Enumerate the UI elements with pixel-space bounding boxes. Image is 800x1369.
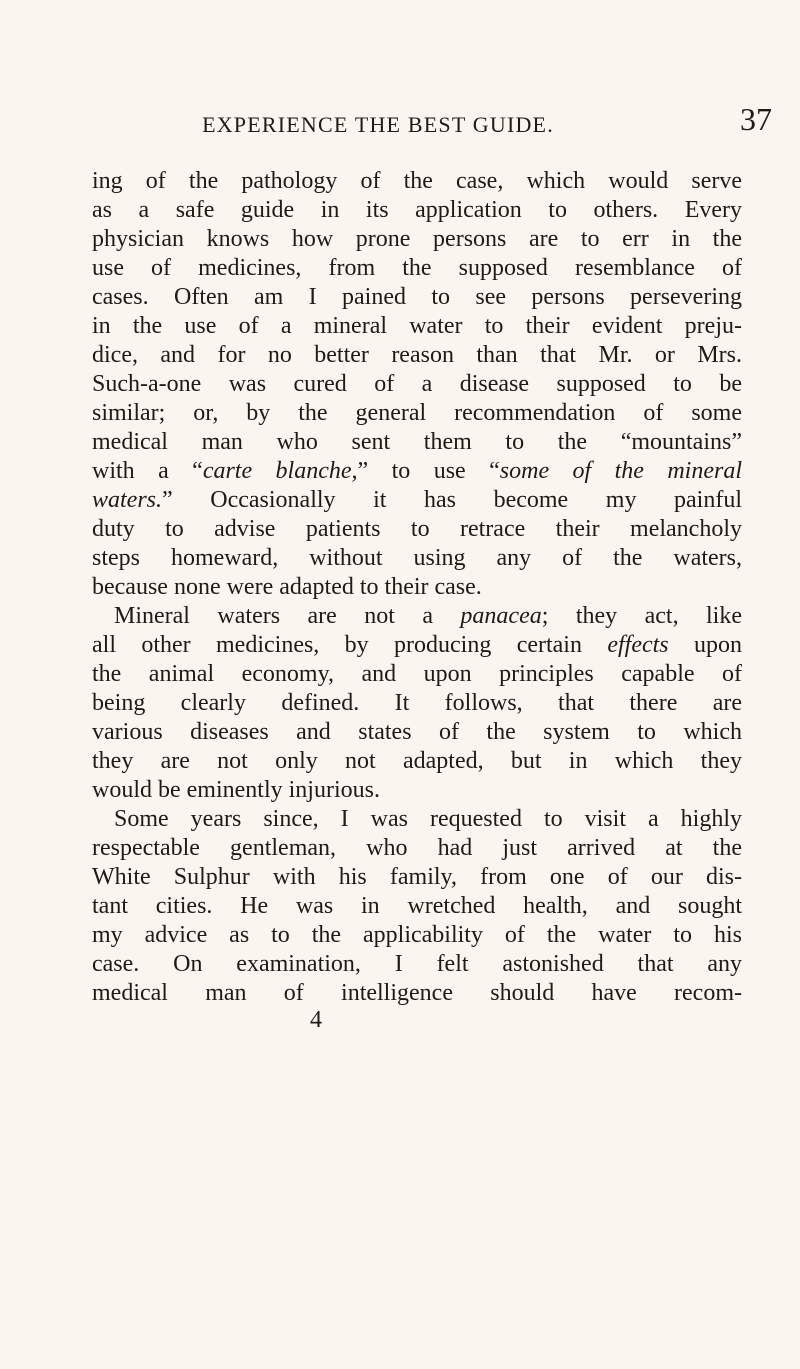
text-line: respectable gentleman, who had just arrived at the <box>92 835 742 861</box>
text-line: duty to advise patients to retrace their melancholy <box>92 516 742 542</box>
text-line: the animal economy, and upon principles capable of <box>92 661 742 687</box>
text-line: all other medicines, by producing certain effects upon <box>92 632 743 658</box>
text-line: dice, and for no better reason than that Mr. or Mrs. <box>92 342 742 368</box>
text-line: physician knows how prone persons are to err in the <box>92 226 742 252</box>
text-line: as a safe guide in its application to others. Every <box>92 197 742 223</box>
text-line: cases. Often am I pained to see persons persevering <box>92 284 742 310</box>
text-line: with a “carte blanche,” to use “some of the mineral <box>92 458 742 484</box>
text-line: being clearly defined. It follows, that there are <box>92 690 742 716</box>
text-line: would be eminently injurious. <box>92 777 380 803</box>
page-number: 37 <box>740 101 772 137</box>
paragraph-first-line: Some years since, I was requested to visit a highly <box>114 806 742 832</box>
text-line: Such-a-one was cured of a disease supposed to be <box>92 371 742 397</box>
text-line: medical man who sent them to the “mountains” <box>92 429 742 455</box>
text-line: in the use of a mineral water to their evident preju- <box>92 313 742 339</box>
text-line: they are not only not adapted, but in which they <box>92 748 742 774</box>
text-line: various diseases and states of the system to which <box>92 719 742 745</box>
text-line: use of medicines, from the supposed resemblance of <box>92 255 742 281</box>
paragraph-first-line: Mineral waters are not a panacea; they act, like <box>114 603 742 629</box>
text-line: because none were adapted to their case. <box>92 574 482 600</box>
text-line: steps homeward, without using any of the waters, <box>92 545 742 571</box>
text-line: tant cities. He was in wretched health, and sought <box>92 893 742 919</box>
running-head: EXPERIENCE THE BEST GUIDE. <box>202 112 554 137</box>
text-line: similar; or, by the general recommendation of some <box>92 400 742 426</box>
text-line: waters.” Occasionally it has become my painful <box>92 487 742 513</box>
text-line: ing of the pathology of the case, which would serve <box>92 168 742 194</box>
signature-mark: 4 <box>310 1007 322 1033</box>
text-line: medical man of intelligence should have recom- <box>92 980 742 1006</box>
text-line: White Sulphur with his family, from one of our dis- <box>92 864 742 890</box>
text-line: case. On examination, I felt astonished that any <box>92 951 742 977</box>
text-line: my advice as to the applicability of the water to his <box>92 922 742 948</box>
